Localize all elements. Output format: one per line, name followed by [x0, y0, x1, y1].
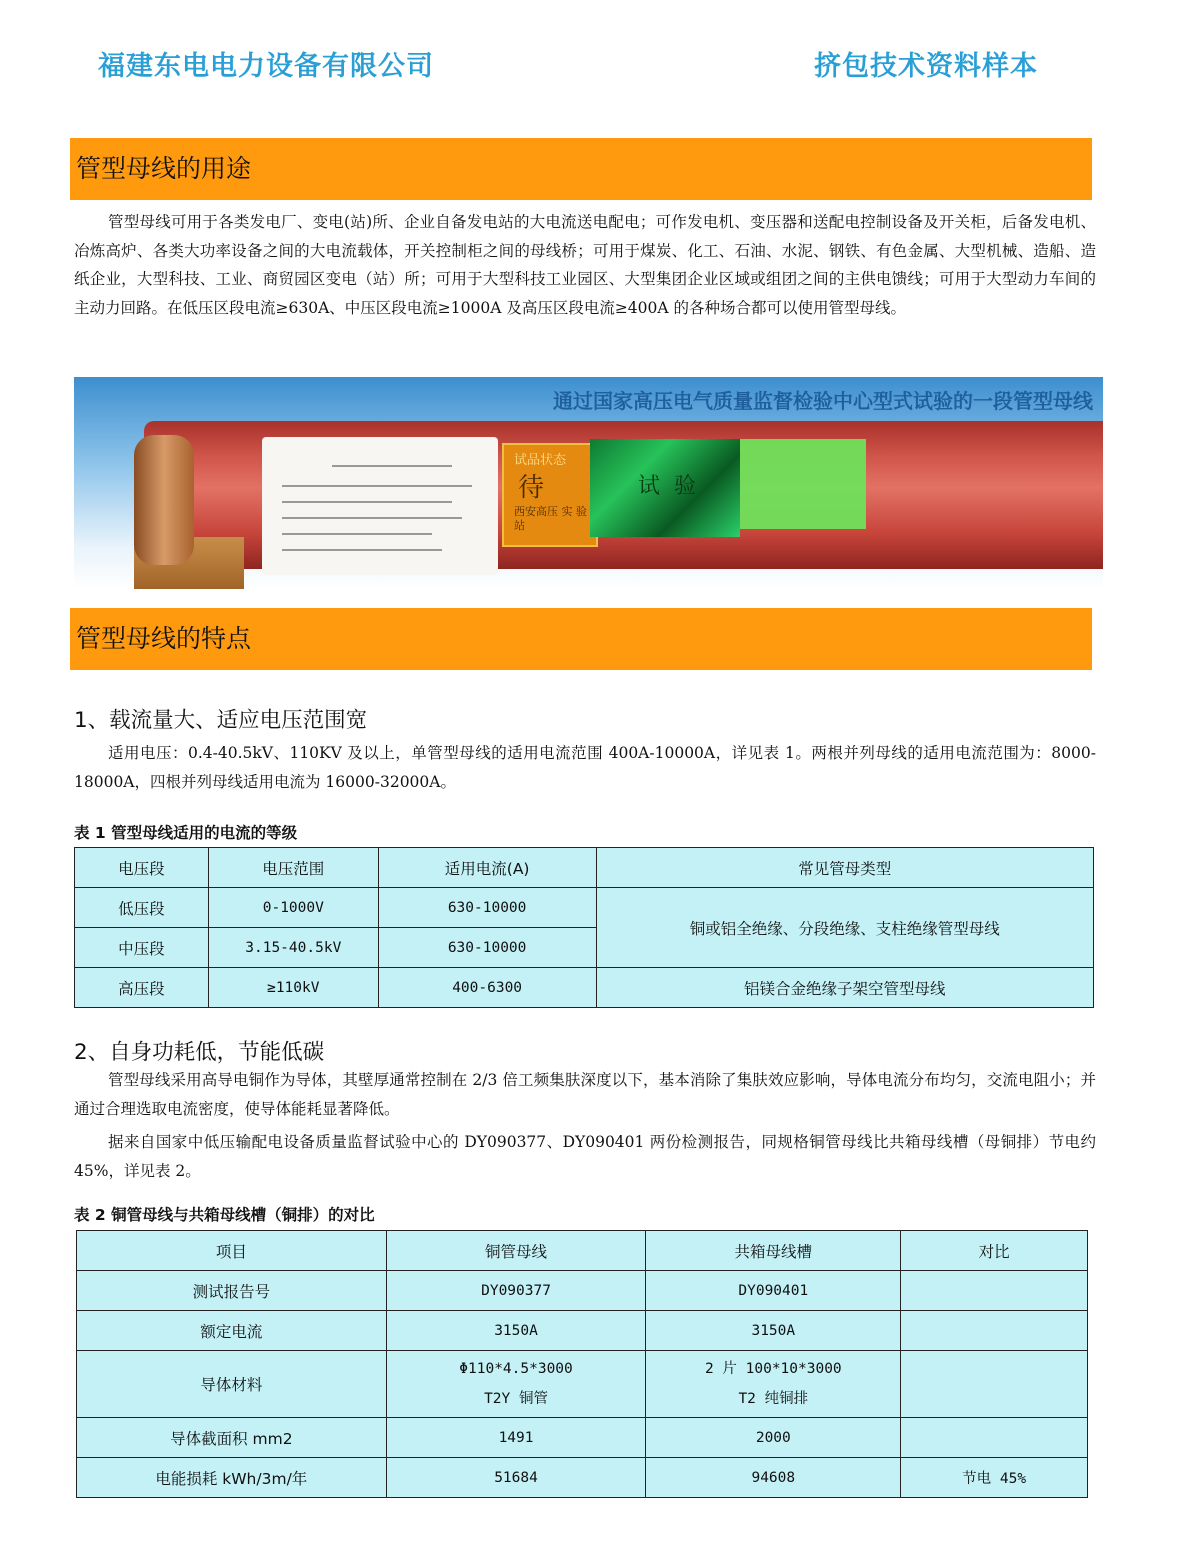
table-row	[77, 1271, 1088, 1311]
table-cell: 51684	[386, 1458, 646, 1498]
table2	[76, 1230, 1088, 1498]
table-row	[77, 1311, 1088, 1351]
table-cell-line: T2Y 铜管	[484, 1391, 548, 1407]
table-cell: DY090377	[386, 1271, 646, 1311]
table-cell: 测试报告号	[77, 1271, 387, 1311]
section-title-features: 管型母线的特点	[70, 608, 1092, 670]
table-cell: 3.15-40.5kV	[208, 928, 378, 968]
table1-header: 适用电流(A)	[378, 848, 596, 888]
table-cell: 中压段	[75, 928, 209, 968]
company-name: 福建东电电力设备有限公司	[98, 51, 434, 82]
table2-header: 铜管母线	[386, 1231, 646, 1271]
table-cell: 导体材料	[77, 1351, 387, 1418]
table-cell: 低压段	[75, 888, 209, 928]
table-cell	[646, 1351, 901, 1418]
feature2-heading: 2、自身功耗低，节能低碳	[74, 1040, 325, 1065]
table-cell: 额定电流	[77, 1311, 387, 1351]
table1-header-row	[75, 848, 1094, 888]
table1-caption: 表 1 管型母线适用的电流的等级	[74, 824, 298, 842]
table-cell: 2000	[646, 1418, 901, 1458]
table2-caption: 表 2 铜管母线与共箱母线槽（铜排）的对比	[74, 1206, 375, 1224]
table-cell: 高压段	[75, 968, 209, 1008]
table-cell	[901, 1418, 1088, 1458]
table-row	[77, 1351, 1088, 1418]
table-cell: ≥110kV	[208, 968, 378, 1008]
table-cell: 电能损耗 kWh/3m/年	[77, 1458, 387, 1498]
table1-header: 电压范围	[208, 848, 378, 888]
product-photo	[74, 377, 1103, 589]
test-seal-text: 试验	[638, 474, 711, 499]
table-cell: 3150A	[646, 1311, 901, 1351]
document-type: 挤包技术资料样本	[814, 51, 1038, 82]
table2-header: 项目	[77, 1231, 387, 1271]
status-label-big: 待	[518, 473, 545, 503]
status-label-title: 试品状态	[514, 453, 567, 468]
table-row	[77, 1458, 1088, 1498]
table-cell-line: T2 纯铜排	[738, 1391, 809, 1407]
table-cell	[386, 1351, 646, 1418]
table-cell	[901, 1311, 1088, 1351]
table-cell: 94608	[646, 1458, 901, 1498]
copper-terminal	[134, 435, 194, 565]
table-cell-line: Φ110*4.5*3000	[459, 1361, 573, 1377]
table-row	[75, 888, 1094, 928]
table-cell-merged: 铜或铝全绝缘、分段绝缘、支柱绝缘管型母线	[596, 888, 1093, 968]
test-seal-label	[590, 439, 740, 537]
usage-paragraph: 管型母线可用于各类发电厂、变电(站)所、企业自备发电站的大电流送电配电；可作发电机、变压器和送配电控制设备及开关柜，后备发电机、冶炼高炉、各类大功率设备之间的大电流载体，开关控制柜之间的母线桥；可用于煤炭、化工、石油、水泥、钢铁、有色金属、大型机械、造船、造纸企业，大型科技、工业、商贸园区变电（站）所；可用于大型科技工业园区、大型集团企业区域或组团之间的主供电馈线；可用于大型动力车间的主动力回路。在低压区段电流≥630A、中压区段电流≥1000A 及高压区段电流≥400A 的各种场合都可以使用管型母线。	[74, 213, 1096, 317]
status-label-bottom: 西安高压 实 验 站	[514, 505, 587, 532]
table-cell-line: 2 片 100*10*3000	[704, 1361, 842, 1377]
table2-header: 共箱母线槽	[646, 1231, 901, 1271]
table-cell: 导体截面积 mm2	[77, 1418, 387, 1458]
section-title-usage: 管型母线的用途	[70, 138, 1092, 200]
table-row	[75, 968, 1094, 1008]
feature1-paragraph: 适用电压：0.4-40.5kV、110KV 及以上，单管型母线的适用电流范围 400A-10000A，详见表 1。两根并列母线的适用电流范围为：8000-18000A，四根并列母线适用电流为 16000-32000A。	[74, 744, 1096, 791]
table-cell	[901, 1351, 1088, 1418]
status-label	[502, 443, 598, 547]
table1-header: 电压段	[75, 848, 209, 888]
table2-header: 对比	[901, 1231, 1088, 1271]
inspection-label	[740, 439, 866, 529]
table1-header: 常见管母类型	[596, 848, 1093, 888]
table-cell: 铝镁合金绝缘子架空管型母线	[596, 968, 1093, 1008]
feature2-paragraph1: 管型母线采用高导电铜作为导体，其壁厚通常控制在 2/3 倍工频集肤深度以下，基本消除了集肤效应影响，导体电流分布均匀，交流电阻小；并通过合理选取电流密度，使导体能耗显著降低。	[74, 1071, 1096, 1118]
table-row	[77, 1418, 1088, 1458]
table-cell: 400-6300	[378, 968, 596, 1008]
photo-caption: 通过国家高压电气质量监督检验中心型式试验的一段管型母线	[553, 389, 1093, 413]
table-cell: 630-10000	[378, 928, 596, 968]
test-certificate-label	[262, 437, 498, 575]
feature1-heading: 1、载流量大、适应电压范围宽	[74, 708, 368, 733]
table1	[74, 847, 1094, 1008]
feature2-paragraph2: 据来自国家中低压输配电设备质量监督试验中心的 DY090377、DY090401 两份检测报告，同规格铜管母线比共箱母线槽（母铜排）节电约 45%，详见表 2。	[74, 1133, 1096, 1180]
table-cell: 630-10000	[378, 888, 596, 928]
table-cell: 节电 45%	[901, 1458, 1088, 1498]
table-cell	[901, 1271, 1088, 1311]
table-cell: 1491	[386, 1418, 646, 1458]
table2-header-row	[77, 1231, 1088, 1271]
table-cell: 3150A	[386, 1311, 646, 1351]
table-cell: 0-1000V	[208, 888, 378, 928]
table-cell: DY090401	[646, 1271, 901, 1311]
